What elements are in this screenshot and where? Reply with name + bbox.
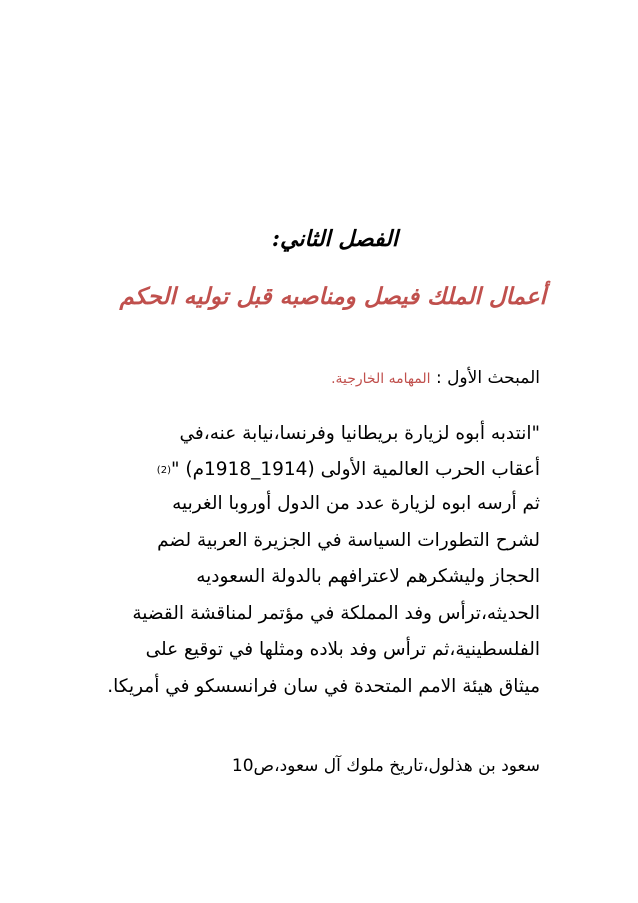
body-line-3: الحجاز وليشكرهم لاعترافهم بالدولة السعوديه (196, 566, 540, 587)
body-paragraph (107, 486, 540, 705)
section-label: المبحث الأول : (430, 368, 540, 388)
source-citation: سعود بن هذلول،تاريخ ملوك آل سعود،ص10 (231, 756, 540, 776)
quote-paragraph (157, 416, 540, 489)
section-topic: المهامه الخارجية. (331, 371, 431, 387)
quote-line-2-text: أعقاب الحرب العالمية الأولى (1914_1918م) " (170, 459, 540, 480)
quote-line-2 (157, 452, 540, 489)
quote-line-1: "انتدبه أبوه لزيارة بريطانيا وفرنسا،نيابة عنه،في (179, 423, 540, 444)
body-line-6: ميثاق هيئة الامم المتحدة في سان فرانسسكو في أمريكا. (107, 675, 540, 697)
body-line-1: ثم أرسه ابوه لزيارة عدد من الدول أوروبا الغربيه (172, 493, 540, 514)
chapter-title: الفصل الثاني: (271, 226, 398, 252)
chapter-subtitle: أعمال الملك فيصل ومناصبه قبل توليه الحكم (119, 283, 546, 310)
footnote-ref: (2) (156, 465, 171, 476)
body-line-5: الفلسطينية،ثم ترأس وفد بلاده ومثلها في توقيع على (145, 639, 540, 660)
section-heading (331, 368, 540, 388)
body-line-2: لشرح التطورات السياسة في الجزيرة العربية لضم (157, 529, 540, 551)
body-line-4: الحديثه،ترأس وفد المملكة في مؤتمر لمناقشة القضية (132, 602, 540, 624)
